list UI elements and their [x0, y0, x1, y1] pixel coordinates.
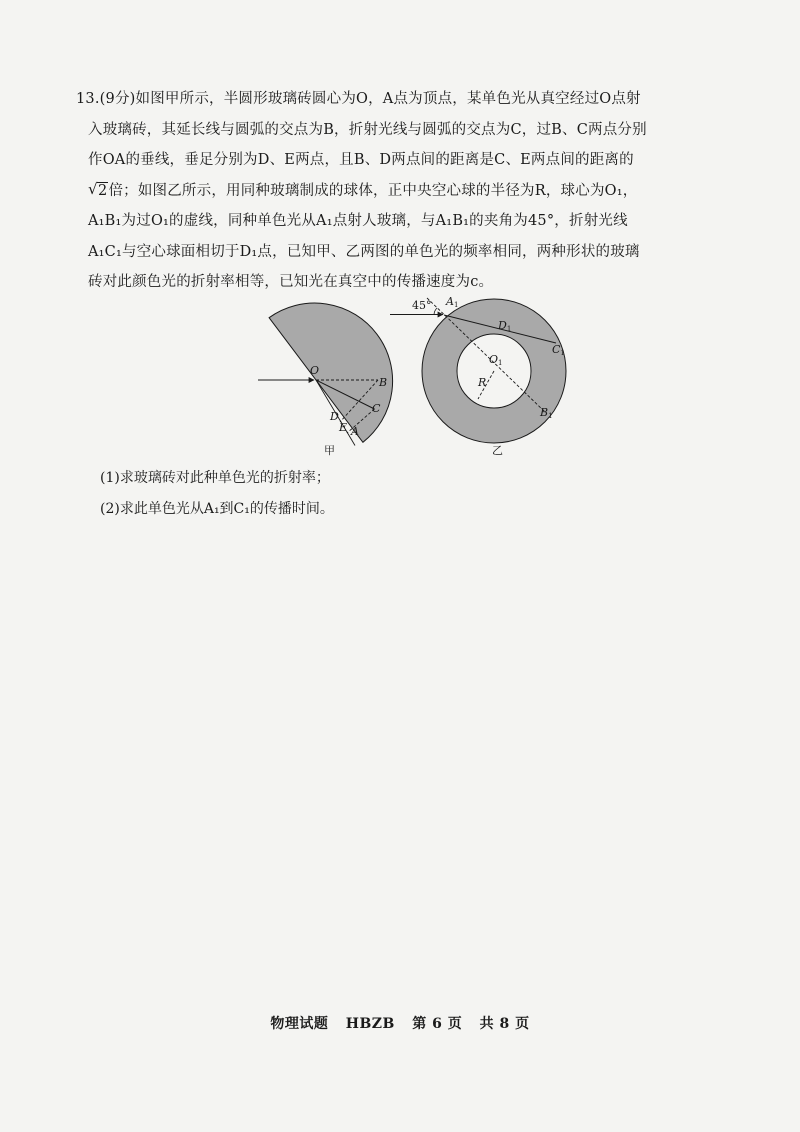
footer-subject: 物理试题 — [270, 1016, 329, 1032]
problem-line-4 — [88, 176, 704, 207]
problem-text-4: 倍；如图乙所示，用同种玻璃制成的球体，正中央空心球的半径为R，球心为O₁， — [108, 182, 638, 199]
label-B1: B1 — [540, 406, 553, 420]
problem-text-1: 如图甲所示，半圆形玻璃砖圆心为O，A点为顶点，某单色光从真空经过O点射 — [135, 91, 641, 107]
problem-line-2: 入玻璃砖，其延长线与圆弧的交点为B，折射光线与圆弧的交点为C，过B、C两点分别 — [88, 121, 647, 138]
label-E: E — [339, 421, 348, 434]
label-O: O — [310, 364, 320, 377]
sub-question-2: (2)求此单色光从A₁到C₁的传播时间。 — [100, 501, 334, 517]
caption-jia: 甲 — [324, 444, 335, 457]
figure — [252, 288, 572, 470]
question-score: (9分) — [99, 91, 136, 107]
footer-page: 第 6 页 — [412, 1016, 463, 1032]
label-C1: C1 — [552, 343, 565, 357]
figure-jia — [258, 303, 393, 457]
problem-13 — [76, 84, 704, 298]
label-A: A — [351, 425, 359, 438]
footer-code: HBZB — [345, 1016, 395, 1032]
problem-line-6: A₁C₁与空心球面相切于D₁点，已知甲、乙两图的单色光的频率相同，两种形状的玻璃 — [88, 243, 640, 260]
sub-questions — [100, 463, 334, 525]
question-number: 13. — [76, 91, 100, 107]
figure-svg — [252, 288, 572, 470]
problem-line-3: 作OA的垂线，垂足分别为D、E两点，且B、D两点间的距离是C、E两点间的距离的 — [88, 152, 634, 168]
label-O1: O1 — [489, 353, 503, 367]
caption-yi: 乙 — [492, 444, 503, 457]
sub-question-1: (1)求玻璃砖对此种单色光的折射率； — [100, 470, 330, 486]
footer-total: 共 8 页 — [479, 1016, 530, 1032]
angle-label: 45° — [412, 299, 432, 312]
angle-arc-45 — [434, 308, 437, 315]
label-C: C — [372, 402, 381, 415]
sqrt-two — [88, 176, 108, 207]
label-D: D — [330, 410, 339, 423]
radicand: 2 — [98, 182, 108, 199]
problem-line-1 — [76, 84, 704, 115]
label-A1: A1 — [446, 295, 459, 309]
figure-yi — [390, 295, 566, 457]
label-D1: D1 — [498, 319, 512, 333]
page-footer — [0, 1013, 800, 1033]
label-R: R — [478, 376, 487, 389]
radical-sign-icon: √ — [88, 179, 98, 198]
problem-line-7: 砖对此颜色光的折射率相等，已知光在真空中的传播速度为c。 — [88, 274, 494, 290]
problem-line-5: A₁B₁为过O₁的虚线，同种单色光从A₁点射人玻璃，与A₁B₁的夹角为45°，折射光线 — [88, 213, 628, 229]
label-B: B — [379, 376, 388, 389]
